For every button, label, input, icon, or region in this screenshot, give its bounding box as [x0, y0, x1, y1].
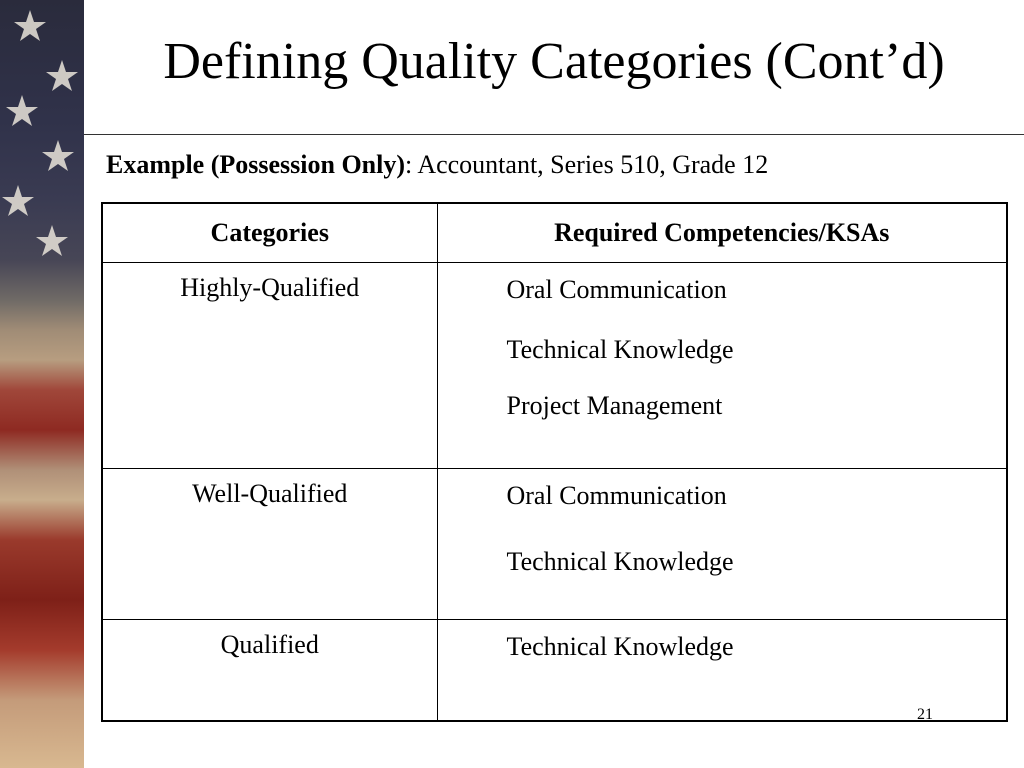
ksa-item: Technical Knowledge	[506, 547, 734, 576]
example-position: : Accountant, Series 510, Grade 12	[405, 150, 769, 179]
star-pattern	[0, 0, 84, 768]
example-subtitle	[106, 146, 768, 184]
slide-page-number: 21	[917, 706, 933, 723]
category-cell: Well-Qualified	[102, 469, 437, 620]
example-label: Example (Possession Only)	[106, 150, 406, 179]
ksa-item: Technical Knowledge	[506, 632, 734, 661]
star-icon	[6, 95, 38, 126]
table-row-qualified	[102, 620, 1007, 722]
table-row-well-qualified	[102, 469, 1007, 620]
star-icon	[2, 185, 34, 216]
flag-decoration-image	[0, 0, 84, 768]
ksa-cell	[437, 263, 1007, 469]
slide-title: Defining Quality Categories (Cont’d)	[163, 33, 945, 90]
table-row-highly-qualified	[102, 263, 1007, 469]
star-icon	[14, 10, 46, 41]
star-icon	[42, 140, 74, 171]
column-header-ksas: Required Competencies/KSAs	[437, 203, 1007, 263]
ksa-item: Oral Communication	[506, 275, 727, 304]
category-cell: Qualified	[102, 620, 437, 722]
star-icon	[36, 225, 68, 256]
quality-categories-table	[101, 202, 1008, 722]
category-cell: Highly-Qualified	[102, 263, 437, 469]
ksa-item: Technical Knowledge	[506, 335, 734, 364]
column-header-categories: Categories	[102, 203, 437, 263]
star-icon	[46, 60, 78, 91]
ksa-item: Project Management	[506, 391, 723, 420]
title-divider	[84, 134, 1024, 135]
ksa-item: Oral Communication	[506, 481, 727, 510]
table-header-row	[102, 203, 1007, 263]
ksa-cell	[437, 469, 1007, 620]
